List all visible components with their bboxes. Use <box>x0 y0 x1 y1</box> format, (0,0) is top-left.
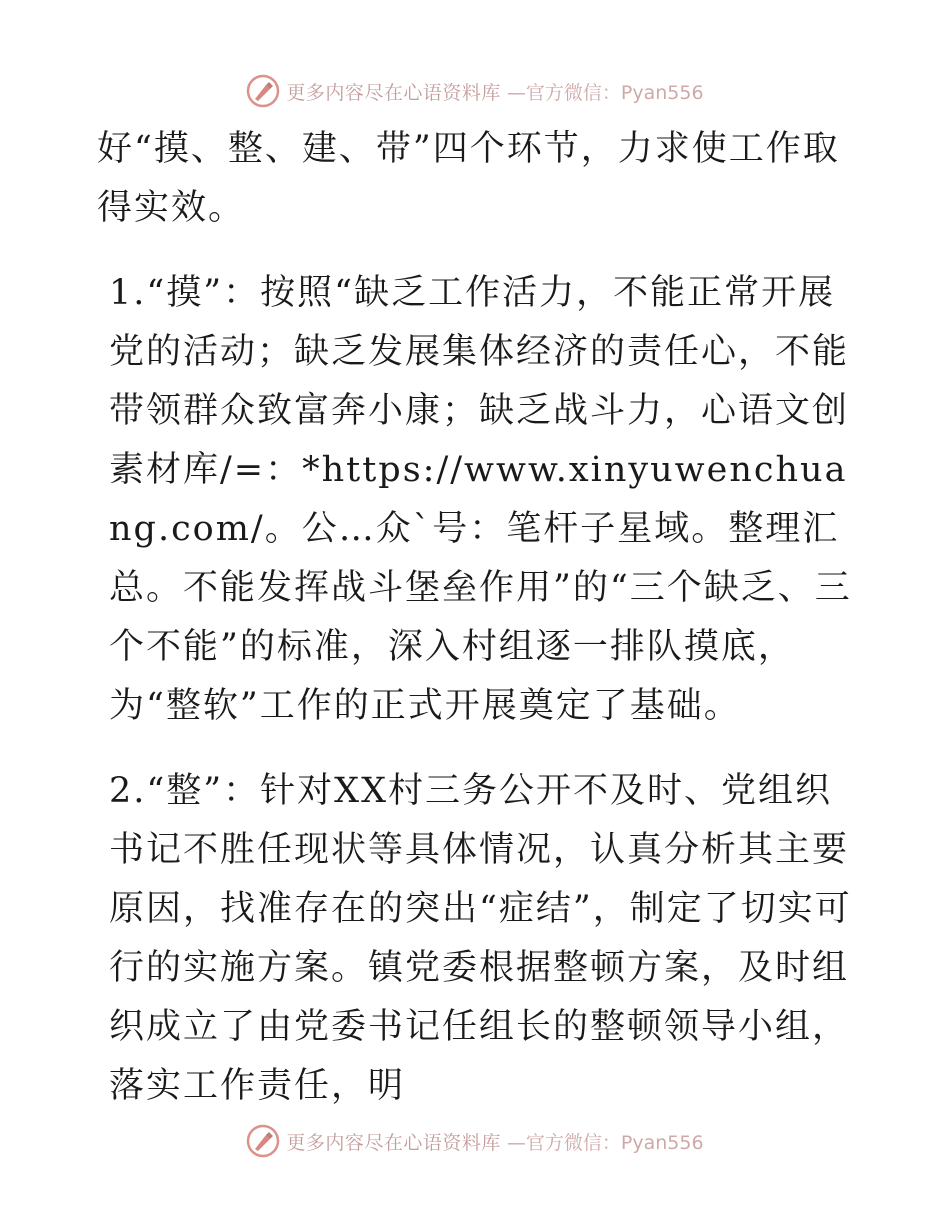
watermark-contact: —官方微信：Pyan556 <box>506 81 704 104</box>
pen-nib-icon <box>246 1124 280 1158</box>
header-watermark <box>0 74 950 108</box>
pen-nib-icon <box>246 74 280 108</box>
paragraph-intro: 好“摸、整、建、带”四个环节，力求使工作取得实效。 <box>97 129 840 228</box>
document-body <box>97 120 852 1142</box>
watermark-contact: —官方微信：Pyan556 <box>506 1131 704 1154</box>
watermark-title: 更多内容尽在心语资料库 <box>286 81 501 104</box>
paragraph-mo: 1.“摸”：按照“缺乏工作活力，不能正常开展党的活动；缺乏发展集体经济的责任心，不能带领群众致富奔小康；缺乏战斗力，心语文创素材库/=：*https://www.xinyuwenchuang.com/。公…众`号：笔杆子星域。整理汇总。不能发挥战斗堡垒作用”的“三个缺乏、三个不能”的标准，深入村组逐一排队摸底，为“整软”工作的正式开展奠定了基础。 <box>109 273 852 726</box>
footer-watermark <box>0 1124 950 1158</box>
watermark-title: 更多内容尽在心语资料库 <box>286 1131 501 1154</box>
paragraph-zheng: 2.“整”：针对XX村三务公开不及时、党组织书记不胜任现状等具体情况，认真分析其主要原因，找准存在的突出“症结”，制定了切实可行的实施方案。镇党委根据整顿方案，及时组织成立了由党委书记任组长的整顿领导小组，落实工作责任，明 <box>109 771 852 1106</box>
